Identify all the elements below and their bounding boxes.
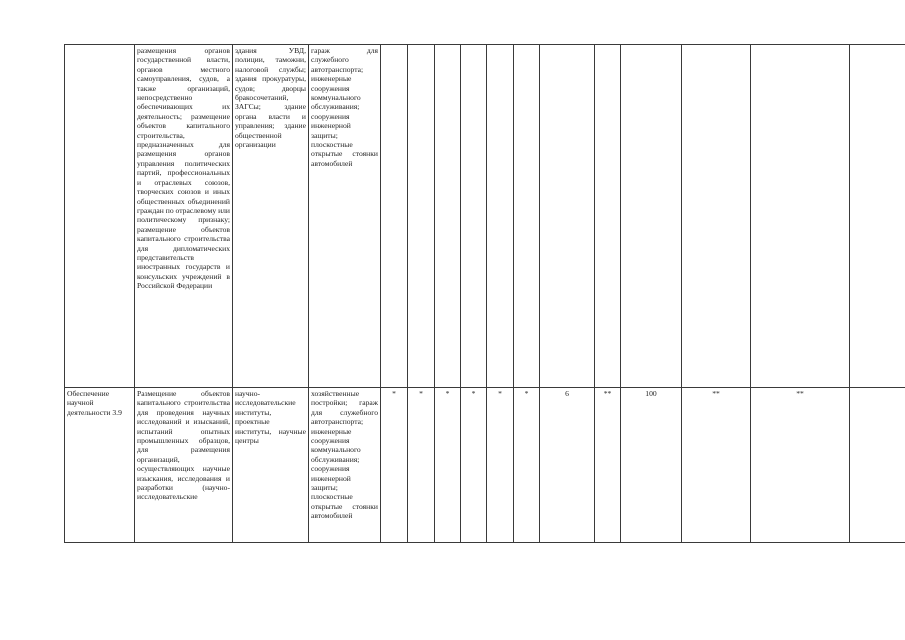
param-cell [682, 45, 751, 388]
param-cell: * [487, 388, 514, 543]
param-cell: 100 [621, 388, 682, 543]
param-cell: * [408, 388, 435, 543]
auxiliary-objects-cell: хозяйственные постройки; гараж для служебного автотранспорта; инженерные сооружения коммунального обслуживания; сооружения инженерной защиты; плоскостные открытые стоянки автомобилей [309, 388, 381, 543]
auxiliary-objects-cell: гараж для служебного автотранспорта; инженерные сооружения коммунального обслуживания; сооружения инженерной защиты; плоскостные открытые стоянки автомобилей [309, 45, 381, 388]
param-cell [381, 45, 408, 388]
description-cell: Размещение объектов капитального строительства для проведения научных исследований и изысканий, испытаний опытных промышленных образцов, для размещения организаций, осуществляющих научные изыскания, исследования и разработки (научно-исследовательские [135, 388, 233, 543]
param-cell [540, 45, 595, 388]
activity-cell: Обеспечение научной деятельности 3.9 [65, 388, 135, 543]
param-cell [850, 388, 905, 543]
param-cell: ** [595, 388, 621, 543]
param-cell [408, 45, 435, 388]
param-cell [621, 45, 682, 388]
param-cell: 6 [540, 388, 595, 543]
param-cell: * [461, 388, 487, 543]
param-cell: * [381, 388, 408, 543]
param-cell: * [435, 388, 461, 543]
param-cell: * [514, 388, 540, 543]
param-cell [514, 45, 540, 388]
permitted-objects-cell: здания УВД, полиции, таможни, налоговой службы; здания прокуратуры, судов; дворцы бракосочетаний, ЗАГСы; здание органа власти и управления; здание общественной организации [233, 45, 309, 388]
permitted-objects-cell: научно-исследовательские институты, проектные институты, научные центры [233, 388, 309, 543]
table-row [65, 388, 905, 543]
param-cell [461, 45, 487, 388]
param-cell [850, 45, 905, 388]
activity-cell [65, 45, 135, 388]
param-cell: ** [682, 388, 751, 543]
param-cell [435, 45, 461, 388]
description-cell: размещения органов государственной власти, органов местного самоуправления, судов, а также организаций, непосредственно обеспечивающих их деятельность; размещение объектов капитального строительства, предназначенных для размещения органов управления политических партий, профессиональных и отраслевых союзов, творческих союзов и иных общественных объединений граждан по отраслевому или политическому признаку; размещение объектов капитального строительства для дипломатических представительств иностранных государств и консульских учреждений в Российской Федерации [135, 45, 233, 388]
regulations-table [64, 44, 905, 543]
param-cell: ** [751, 388, 850, 543]
param-cell [751, 45, 850, 388]
param-cell [487, 45, 514, 388]
param-cell [595, 45, 621, 388]
table-row [65, 45, 905, 388]
